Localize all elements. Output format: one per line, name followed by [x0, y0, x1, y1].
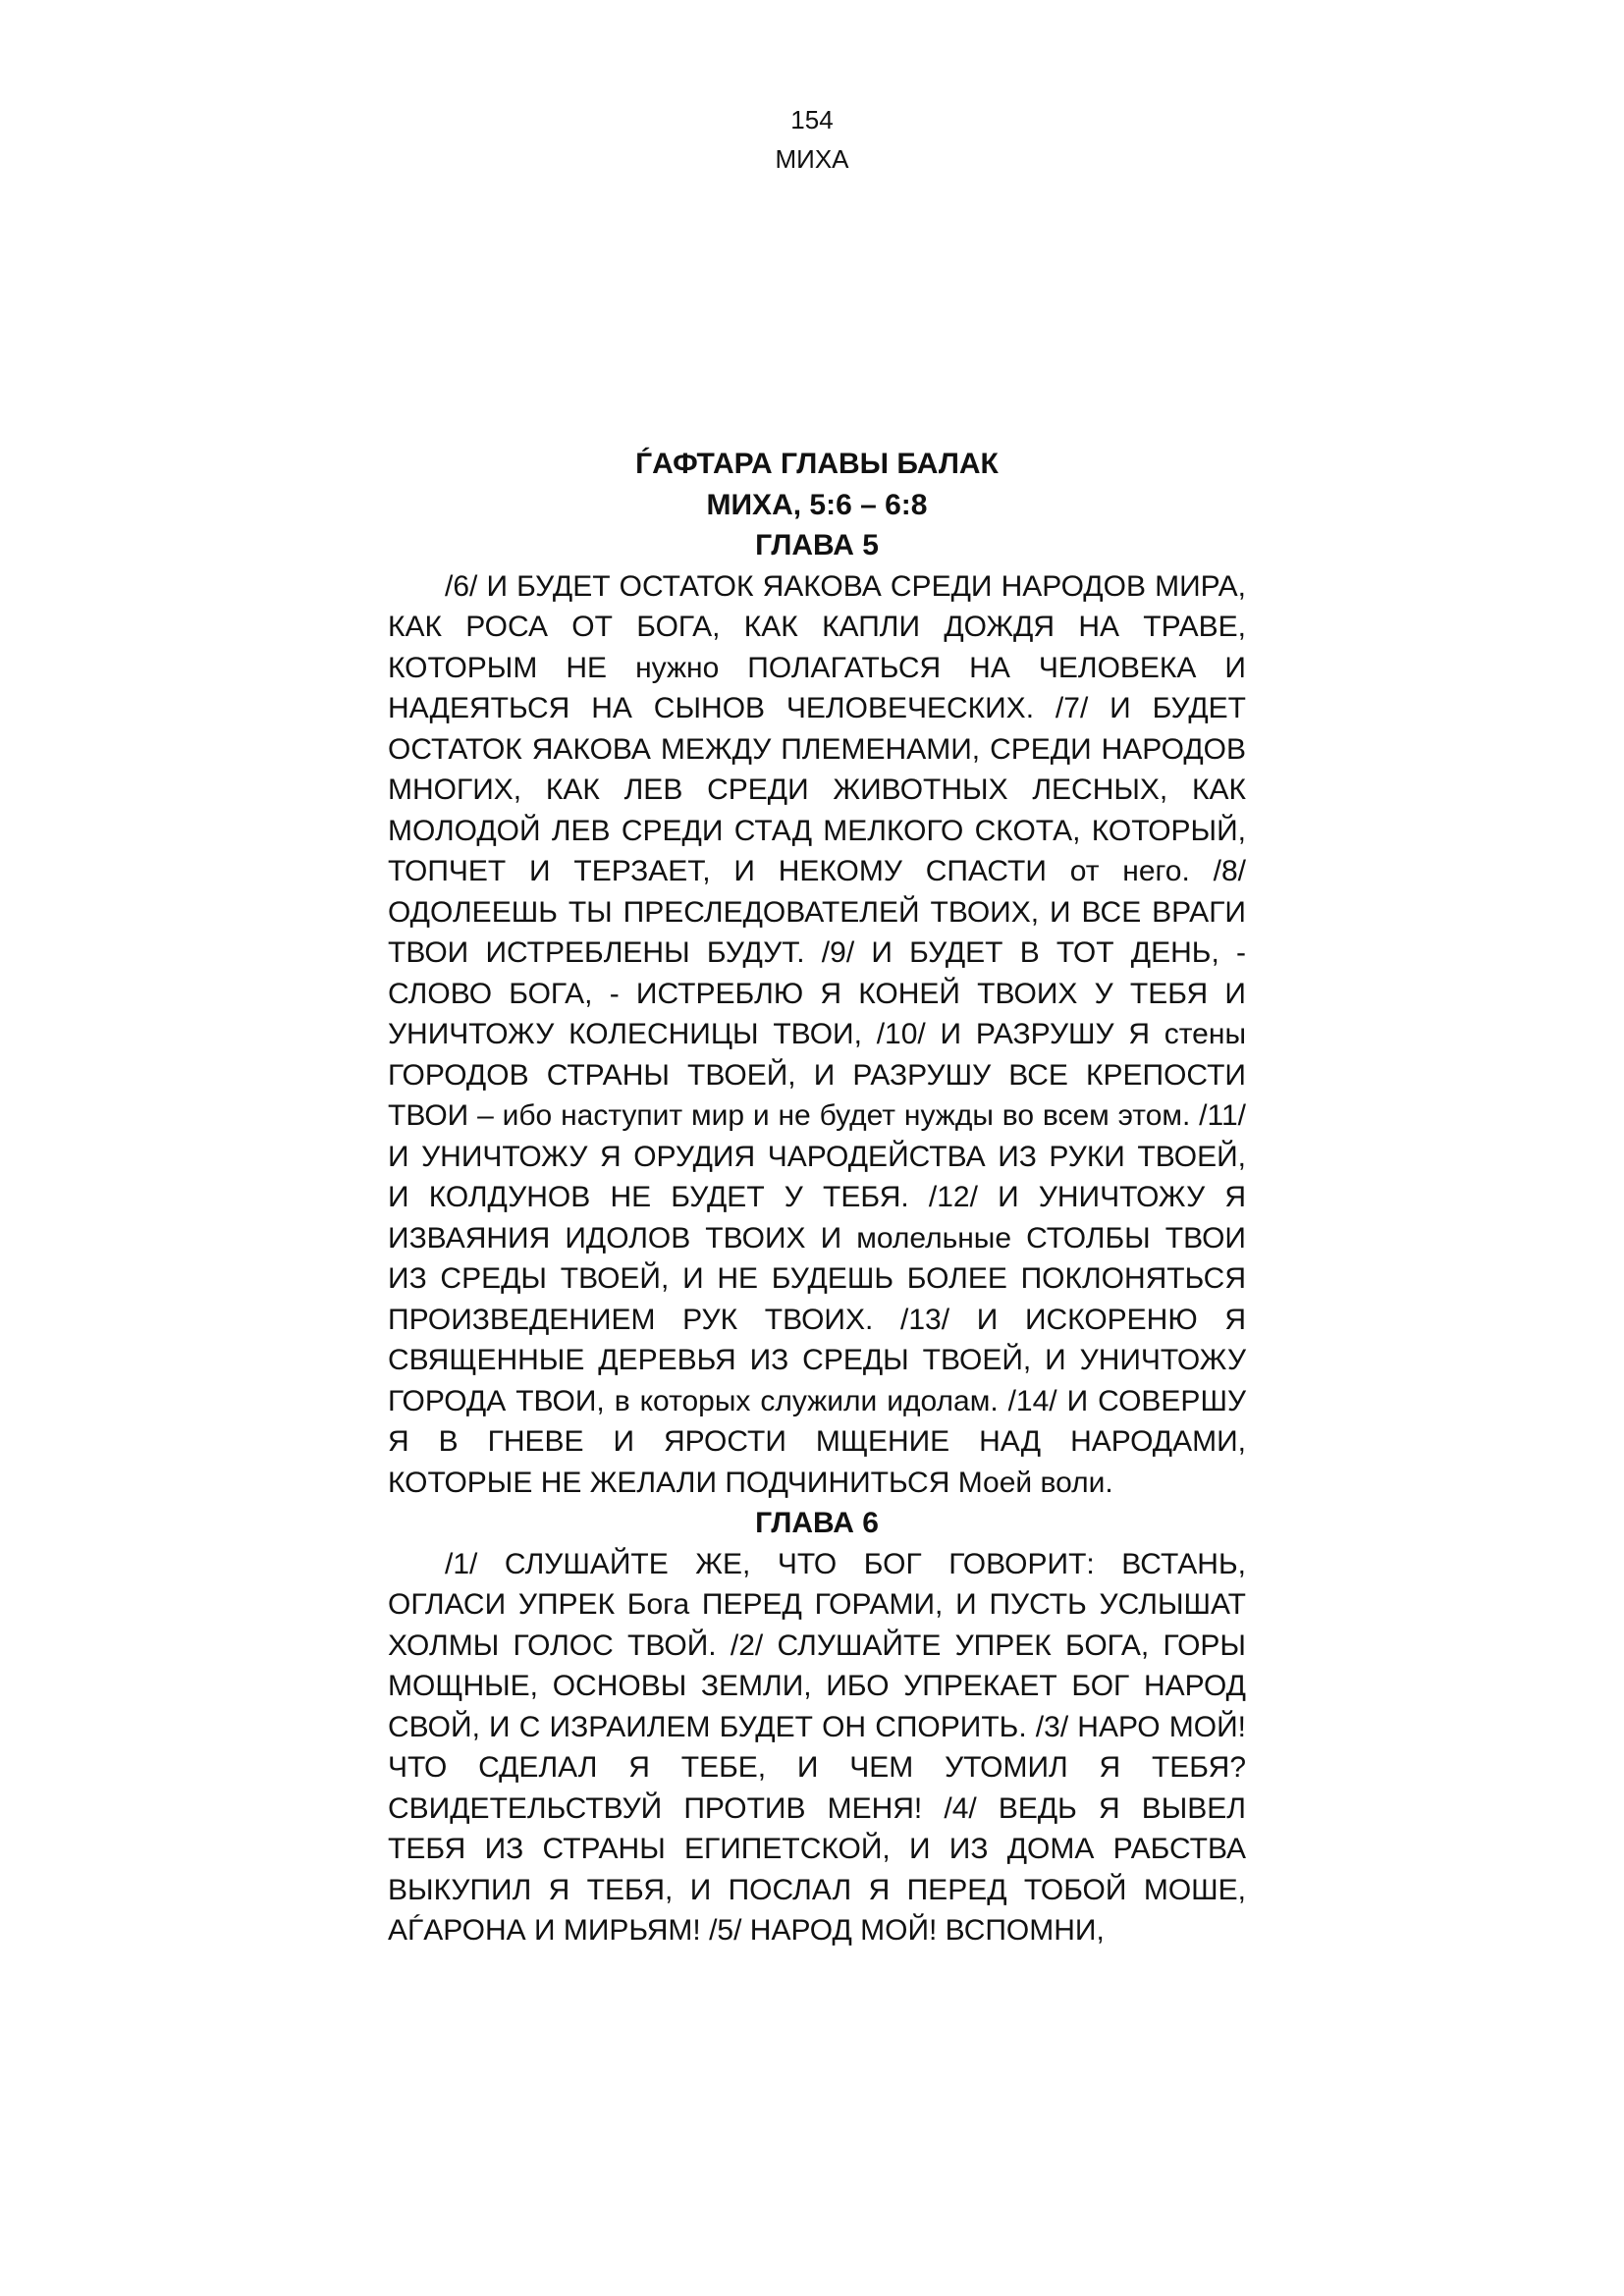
haftarah-title: ЃАФТАРА ГЛАВЫ БАЛАК: [635, 448, 999, 480]
scripture-reference: МИХА, 5:6 – 6:8: [706, 488, 928, 521]
page-number: 154: [790, 105, 834, 134]
running-title: МИХА: [775, 144, 849, 174]
page-header: [0, 100, 1624, 179]
chapter-heading: ГЛАВА 5: [755, 529, 879, 561]
chapter-heading: ГЛАВА 6: [755, 1507, 879, 1539]
chapter-text: /1/ СЛУШАЙТЕ ЖЕ, ЧТО БОГ ГОВОРИТ: ВСТАНЬ, ОГЛАСИ УПРЕК Бога ПЕРЕД ГОРАМИ, И ПУСТЬ УСЛЫШАТ ХОЛМЫ ГОЛОС ТВОЙ. /2/ СЛУШАЙТЕ УПРЕК БОГА, ГОРЫ МОЩНЫЕ, ОСНОВЫ ЗЕМЛИ, ИБО УПРЕКАЕТ БОГ НАРОД СВОЙ, И С ИЗРАИЛЕМ БУДЕТ ОН СПОРИТЬ. /3/ НАРО МОЙ! ЧТО СДЕЛАЛ Я ТЕБЕ, И ЧЕМ УТОМИЛ Я ТЕБЯ? СВИДЕТЕЛЬСТВУЙ ПРОТИВ МЕНЯ! /4/ ВЕДЬ Я ВЫВЕЛ ТЕБЯ ИЗ СТРАНЫ ЕГИПЕТСКОЙ, И ИЗ ДОМА РАБСТВА ВЫКУПИЛ Я ТЕБЯ, И ПОСЛАЛ Я ПЕРЕД ТОБОЙ МОШЕ, АЃАРОНА И МИРЬЯМ! /5/ НАРОД МОЙ! ВСПОМНИ,: [388, 1547, 1246, 1947]
main-text: [388, 444, 1246, 1951]
chapter-text: /6/ И БУДЕТ ОСТАТОК ЯАКОВА СРЕДИ НАРОДОВ МИРА, КАК РОСА ОТ БОГА, КАК КАПЛИ ДОЖДЯ НА ТРАВЕ, КОТОРЫМ НЕ нужно ПОЛАГАТЬСЯ НА ЧЕЛОВЕКА И НАДЕЯТЬСЯ НА СЫНОВ ЧЕЛОВЕЧЕСКИХ. /7/ И БУДЕТ ОСТАТОК ЯАКОВА МЕЖДУ ПЛЕМЕНАМИ, СРЕДИ НАРОДОВ МНОГИХ, КАК ЛЕВ СРЕДИ ЖИВОТНЫХ ЛЕСНЫХ, КАК МОЛОДОЙ ЛЕВ СРЕДИ СТАД МЕЛКОГО СКОТА, КОТОРЫЙ, ТОПЧЕТ И ТЕРЗАЕТ, И НЕКОМУ СПАСТИ от него. /8/ ОДОЛЕЕШЬ ТЫ ПРЕСЛЕДОВАТЕЛЕЙ ТВОИХ, И ВСЕ ВРАГИ ТВОИ ИСТРЕБЛЕНЫ БУДУТ. /9/ И БУДЕТ В ТОТ ДЕНЬ, - СЛОВО БОГА, - ИСТРЕБЛЮ Я КОНЕЙ ТВОИХ У ТЕБЯ И УНИЧТОЖУ КОЛЕСНИЦЫ ТВОИ, /10/ И РАЗРУШУ Я стены ГОРОДОВ СТРАНЫ ТВОЕЙ, И РАЗРУШУ ВСЕ КРЕПОСТИ ТВОИ – ибо наступит мир и не будет нужды во всем этом. /11/ И УНИЧТОЖУ Я ОРУДИЯ ЧАРОДЕЙСТВА ИЗ РУКИ ТВОЕЙ, И КОЛДУНОВ НЕ БУДЕТ У ТЕБЯ. /12/ И УНИЧТОЖУ Я ИЗВАЯНИЯ ИДОЛОВ ТВОИХ И молельные СТОЛБЫ ТВОИ ИЗ СРЕДЫ ТВОЕЙ, И НЕ БУДЕШЬ БОЛЕЕ ПОКЛОНЯТЬСЯ ПРОИЗВЕДЕНИЕМ РУК ТВОИХ. /13/ И ИСКОРЕНЮ Я СВЯЩЕННЫЕ ДЕРЕВЬЯ ИЗ СРЕДЫ ТВОЕЙ, И УНИЧТОЖУ ГОРОДА ТВОИ, в которых служили идолам. /14/ И СОВЕРШУ Я В ГНЕВЕ И ЯРОСТИ МЩЕНИЕ НАД НАРОДАМИ, КОТОРЫЕ НЕ ЖЕЛАЛИ ПОДЧИНИТЬСЯ Моей воли.: [388, 569, 1246, 1499]
